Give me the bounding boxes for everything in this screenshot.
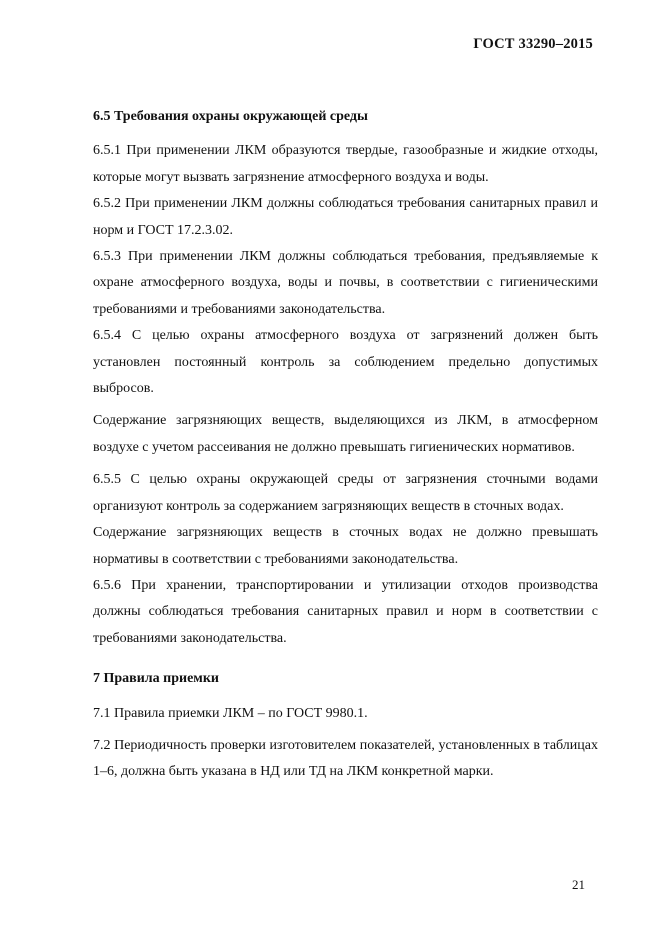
paragraph-6-5-6: 6.5.6 При хранении, транспортировании и утилизации отходов производства должны соблюдаться требования санитарных правил и норм в соответствии с требованиями законодательства. xyxy=(93,577,598,646)
document-id: ГОСТ 33290–2015 xyxy=(473,36,593,52)
paragraph-7-2: 7.2 Периодичность проверки изготовителем показателей, установленных в таблицах 1–6, должна быть указана в НД или ТД на ЛКМ конкретной марки. xyxy=(93,737,598,780)
page-number: 21 xyxy=(572,877,585,892)
paragraph-wastewater-content: Содержание загрязняющих веществ в сточных водах не должно превышать нормативы в соответствии с требованиями законодательства. xyxy=(93,525,598,567)
page-content xyxy=(93,104,598,786)
paragraph-emissions-content: Содержание загрязняющих веществ, выделяющихся из ЛКМ, в атмосферном воздухе с учетом рассеивания не должно превышать гигиенических нормативов. xyxy=(93,413,598,455)
section-6-5-title: 6.5 Требования охраны окружающей среды xyxy=(93,109,368,124)
section-7-title: 7 Правила приемки xyxy=(93,671,219,687)
paragraph-6-5-4: 6.5.4 С целью охраны атмосферного воздуха от загрязнений должен быть установлен постоянный контроль за соблюдением предельно допустимых выбросов. xyxy=(93,328,598,397)
paragraph-6-5-1: 6.5.1 При применении ЛКМ образуются твердые, газообразные и жидкие отходы, которые могут вызвать загрязнение атмосферного воздуха и воды. xyxy=(93,143,598,185)
paragraph-6-5-2: 6.5.2 При применении ЛКМ должны соблюдаться требования санитарных правил и норм и ГОСТ 17.2.3.02. xyxy=(93,196,598,238)
paragraph-6-5-3: 6.5.3 При применении ЛКМ должны соблюдаться требования, предъявляемые к охране атмосферного воздуха, воды и почвы, в соответствии с гигиеническими требованиями и требованиями законодательства. xyxy=(93,249,598,317)
paragraph-6-5-5: 6.5.5 С целью охраны окружающей среды от загрязнения сточными водами организуют контроль за содержанием загрязняющих веществ в сточных водах. xyxy=(93,472,598,514)
paragraph-7-1: 7.1 Правила приемки ЛКМ – по ГОСТ 9980.1. xyxy=(93,705,368,721)
